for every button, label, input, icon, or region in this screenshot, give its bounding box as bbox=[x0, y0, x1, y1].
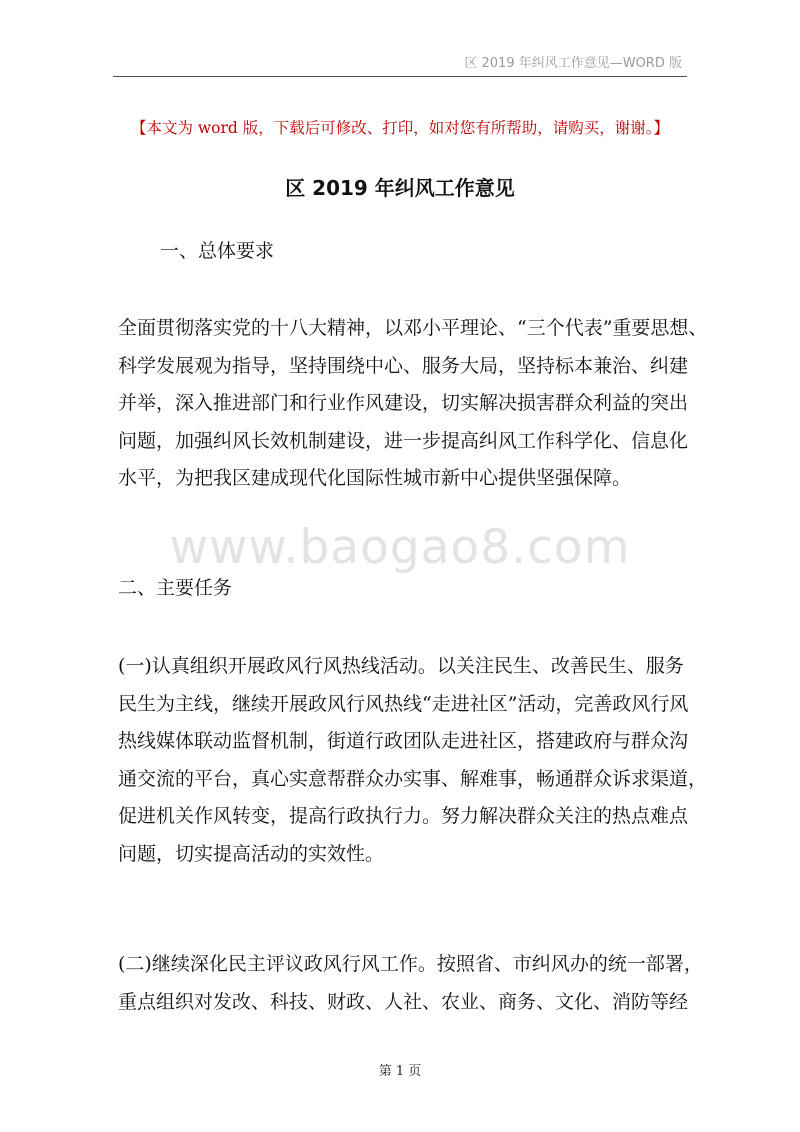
page-number: 第 1 页 bbox=[378, 1064, 422, 1079]
paragraph-line: 通交流的平台，真心实意帮群众办实事、解难事，畅通群众诉求渠道， bbox=[118, 767, 708, 790]
paragraph-line: 并举，深入推进部门和行业作风建设，切实解决损害群众利益的突出 bbox=[118, 392, 689, 414]
running-header: 区 2019 年纠风工作意见—WORD 版 bbox=[464, 56, 682, 71]
paragraph-line: (二)继续深化民主评议政风行风工作。按照省、市纠风办的统一部署， bbox=[118, 953, 703, 975]
paragraph-line: 重点组织对发改、科技、财政、人社、农业、商务、文化、消防等经 bbox=[118, 990, 689, 1013]
paragraph-task-2 bbox=[118, 946, 703, 1021]
paragraph-line: 热线媒体联动监督机制，街道行政团队走进社区，搭建政府与群众沟 bbox=[118, 730, 689, 752]
paragraph-line: (一)认真组织开展政风行风热线活动。以关注民生、改善民生、服务 bbox=[118, 655, 684, 677]
paragraph-task-1 bbox=[118, 648, 708, 873]
paragraph-general-requirements bbox=[118, 310, 708, 498]
paragraph-line: 科学发展观为指导，坚持围绕中心、服务大局，坚持标本兼治、纠建 bbox=[118, 354, 689, 377]
document-title: 区 2019 年纠风工作意见 bbox=[285, 176, 515, 200]
watermark: www.baogao8.com bbox=[169, 520, 631, 575]
paragraph-line: 全面贯彻落实党的十八大精神，以邓小平理论、“三个代表”重要思想、 bbox=[118, 317, 708, 339]
section-heading-general-requirements: 一、总体要求 bbox=[160, 240, 275, 262]
paragraph-line: 促进机关作风转变，提高行政执行力。努力解决群众关注的热点难点 bbox=[118, 805, 689, 827]
purchase-notice: 【本文为 word 版，下载后可修改、打印，如对您有所帮助，请购买，谢谢。】 bbox=[130, 119, 670, 137]
paragraph-line: 民生为主线，继续开展政风行风热线“走进社区”活动，完善政风行风 bbox=[118, 692, 689, 715]
paragraph-line: 水平，为把我区建成现代化国际性城市新中心提供坚强保障。 bbox=[118, 467, 632, 489]
paragraph-line: 问题，加强纠风长效机制建设，进一步提高纠风工作科学化、信息化 bbox=[118, 429, 689, 452]
paragraph-line: 问题，切实提高活动的实效性。 bbox=[118, 842, 385, 865]
section-heading-main-tasks: 二、主要任务 bbox=[118, 577, 233, 599]
header-divider bbox=[113, 76, 687, 77]
